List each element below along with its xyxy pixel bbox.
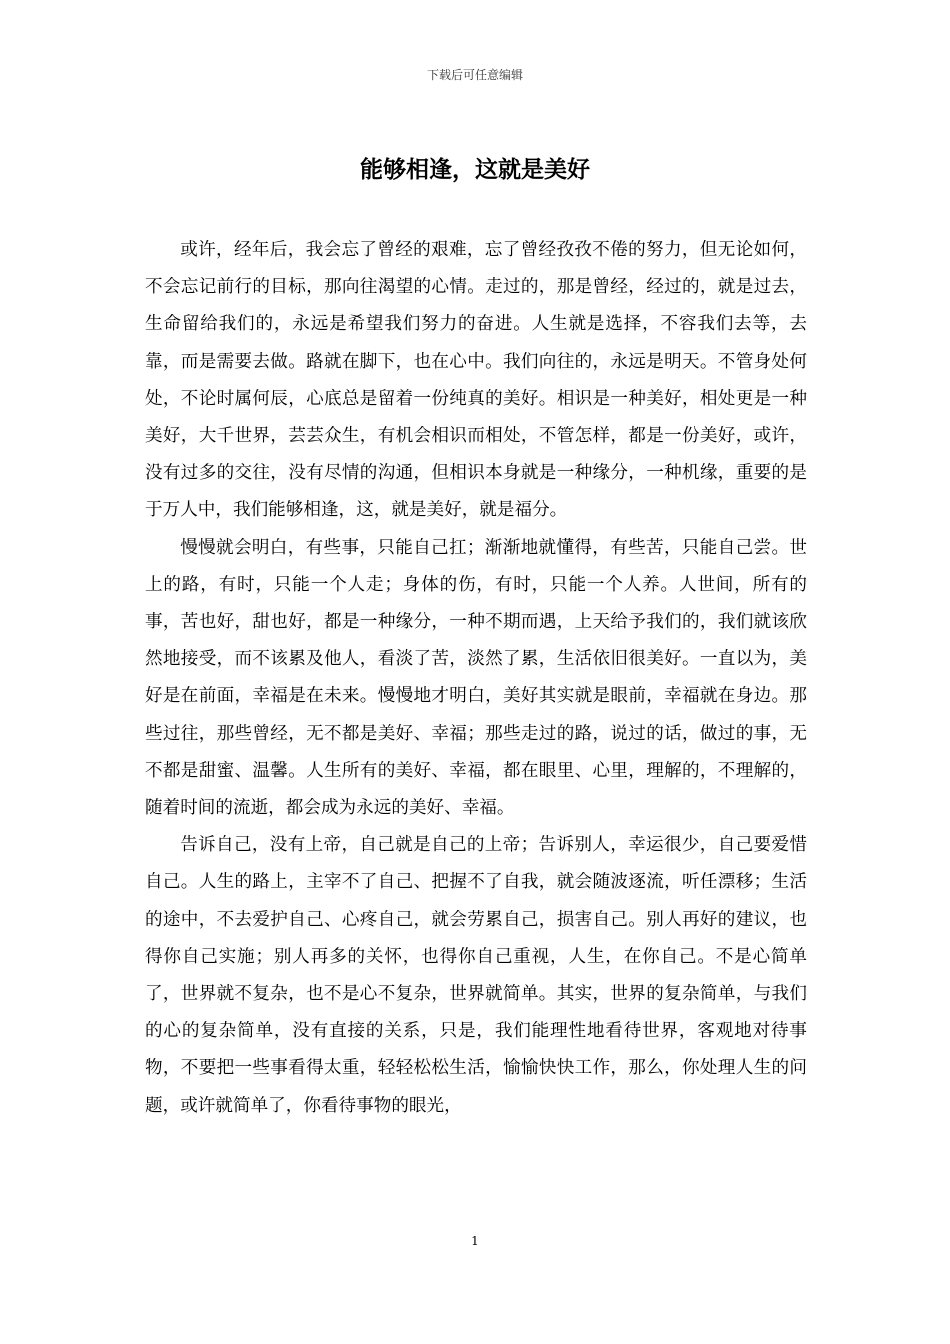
document-title: 能够相逢，这就是美好: [360, 156, 590, 183]
header-note: 下载后可任意编辑: [426, 68, 523, 82]
page-number: 1: [471, 1234, 479, 1248]
document-body: [145, 232, 807, 1125]
paragraph: 或许，经年后，我会忘了曾经的艰难，忘了曾经孜孜不倦的努力，但无论如何，不会忘记前行的目标，那向往渴望的心情。走过的，那是曾经，经过的，就是过去，生命留给我们的，永远是希望我们努力的奋进。人生就是选择，不容我们去等，去靠，而是需要去做。路就在脚下，也在心中。我们向往的，永远是明天。不管身处何处，不论时属何辰，心底总是留着一份纯真的美好。相识是一种美好，相处更是一种美好，大千世界，芸芸众生，有机会相识而相处，不管怎样，都是一份美好，或许，没有过多的交往，没有尽情的沟通，但相识本身就是一种缘分，一种机缘，重要的是于万人中，我们能够相逢，这，就是美好，就是福分。: [145, 240, 807, 521]
paragraph: 慢慢就会明白，有些事，只能自己扛；渐渐地就懂得，有些苦，只能自己尝。世上的路，有时，只能一个人走；身体的伤，有时，只能一个人养。人世间，所有的事，苦也好，甜也好，都是一种缘分，一种不期而遇，上天给予我们的，我们就该欣然地接受，而不该累及他人，看淡了苦，淡然了累，生活依旧很美好。一直以为，美好是在前面，幸福是在未来。慢慢地才明白，美好其实就是眼前，幸福就在身边。那些过往，那些曾经，无不都是美好、幸福；那些走过的路，说过的话，做过的事，无不都是甜蜜、温馨。人生所有的美好、幸福，都在眼里、心里，理解的，不理解的，随着时间的流逝，都会成为永远的美好、幸福。: [145, 537, 807, 819]
paragraph: 告诉自己，没有上帝，自己就是自己的上帝；告诉别人，幸运很少，自己要爱惜自己。人生的路上，主宰不了自己、把握不了自我，就会随波逐流，听任漂移；生活的途中，不去爱护自己、心疼自己，就会劳累自己，损害自己。别人再好的建议，也得你自己实施；别人再多的关怀，也得你自己重视，人生，在你自己。不是心简单了，世界就不复杂，也不是心不复杂，世界就简单。其实，世界的复杂简单，与我们的心的复杂简单，没有直接的关系，只是，我们能理性地看待世界，客观地对待事物，不要把一些事看得太重，轻轻松松生活，愉愉快快工作，那么，你处理人生的问题，或许就简单了，你看待事物的眼光，: [145, 835, 807, 1116]
